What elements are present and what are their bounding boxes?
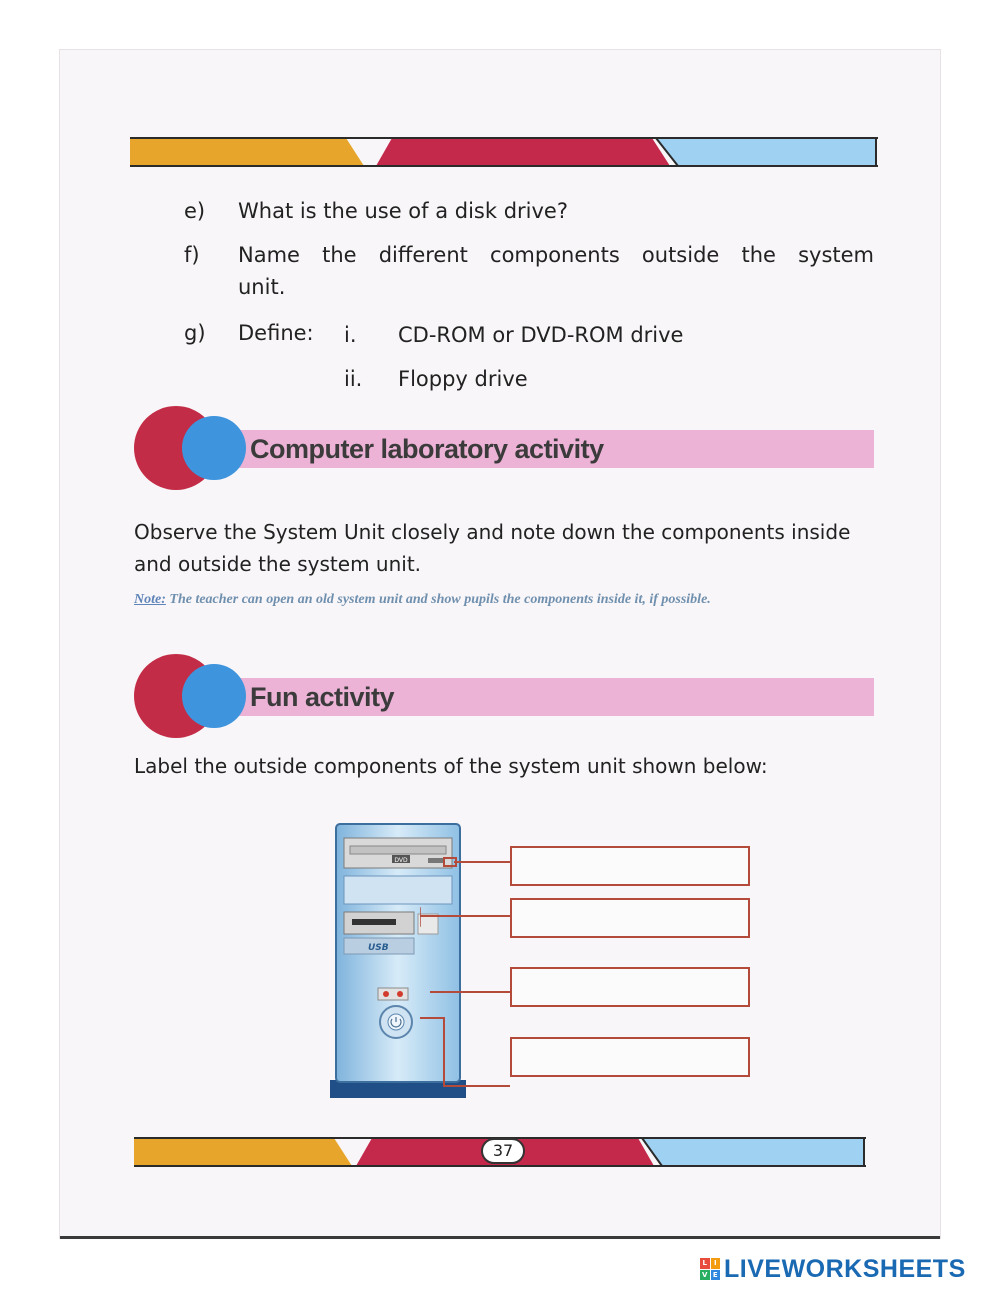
note-text: The teacher can open an old system unit and show pupils the components inside it, if possible. [169, 592, 711, 607]
question-text: Define: [238, 321, 314, 345]
define-item-numeral: i. [344, 323, 357, 347]
band-blue-segment [642, 1138, 864, 1166]
label-connector-lines [420, 850, 512, 1100]
band-yellow-segment [134, 1138, 352, 1166]
label-box-2[interactable] [510, 898, 750, 938]
question-f-continuation: unit. [238, 275, 286, 299]
band-red-segment [376, 138, 670, 166]
question-letter: f) [184, 243, 200, 267]
blue-circle-icon [182, 416, 246, 480]
question-letter: g) [184, 321, 206, 345]
dvd-badge-text: DVD [394, 857, 408, 864]
define-item-text: Floppy drive [398, 367, 528, 391]
label-box-3[interactable] [510, 967, 750, 1007]
floppy-slot [352, 919, 396, 925]
page-edge-shadow [60, 1236, 940, 1239]
section-title: Computer laboratory activity [250, 434, 604, 464]
label-box-1[interactable] [510, 846, 750, 886]
teacher-note [134, 588, 874, 612]
question-text: Name the different components outside the system [238, 243, 874, 267]
connector-power [420, 1018, 510, 1086]
define-item-numeral: ii. [344, 367, 363, 391]
top-decorative-band [130, 136, 878, 168]
fun-activity-heading [134, 654, 874, 738]
define-item-text: CD-ROM or DVD-ROM drive [398, 323, 684, 347]
blue-circle-icon [182, 664, 246, 728]
led-panel [378, 988, 408, 1000]
section-title: Fun activity [250, 682, 395, 712]
usb-label: USB [368, 943, 389, 953]
lab-activity-heading [134, 406, 874, 490]
fun-activity-instruction: Label the outside components of the system unit shown below: [134, 754, 768, 778]
brand-name: LIVEWORKSHEETS [724, 1254, 966, 1283]
liveworksheets-brand [700, 1256, 966, 1282]
note-label: Note: [134, 592, 166, 607]
question-letter: e) [184, 199, 206, 223]
band-blue-segment [656, 138, 876, 166]
hdd-led-icon [397, 991, 403, 997]
lab-activity-instructions: Observe the System Unit closely and note down the components inside and outside the system unit. [134, 520, 851, 576]
band-yellow-segment [130, 138, 364, 166]
question-text: What is the use of a disk drive? [238, 199, 568, 223]
label-box-4[interactable] [510, 1037, 750, 1077]
liveworksheets-logo-icon: L I V E [700, 1258, 720, 1280]
power-led-icon [383, 991, 389, 997]
page-number: 37 [481, 1138, 525, 1164]
